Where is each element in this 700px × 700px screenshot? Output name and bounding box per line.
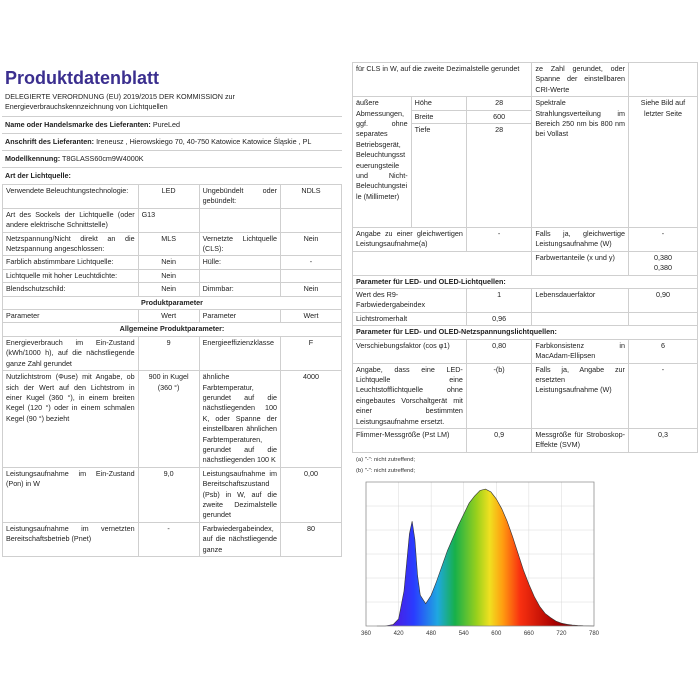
- x-tick-label: 420: [393, 631, 404, 637]
- x-tick-label: 360: [360, 631, 372, 637]
- table-row: [3, 371, 342, 468]
- cell: Flimmer-Messgröße (Pst LM): [353, 428, 467, 452]
- column-header: Wert: [280, 310, 341, 323]
- brand-value: PureLed: [152, 120, 180, 129]
- cell: [353, 251, 532, 275]
- cell: Messgröße für Stroboskop-Effekte (SVM): [532, 428, 629, 452]
- column-header: Wert: [138, 310, 199, 323]
- cell: -: [138, 522, 199, 556]
- cell: Verschiebungsfaktor (cos φ1): [353, 339, 467, 363]
- model-label: Modellkennung:: [5, 154, 61, 163]
- cell: Dimmbar:: [199, 283, 280, 296]
- x-axis: [361, 631, 600, 637]
- cell: -: [628, 228, 697, 252]
- model-value: T8GLASS60cm9W4000K: [61, 154, 144, 163]
- cell: 0,9: [466, 428, 532, 452]
- table-row: [353, 428, 698, 452]
- section-header: [353, 326, 698, 339]
- cell: 0,80: [466, 339, 532, 363]
- cell: Hülle:: [199, 256, 280, 269]
- cell: [628, 312, 697, 325]
- cell: Angabe zu einer gleichwertigen Leistungsaufnahme(a): [353, 228, 467, 252]
- cell: 6: [628, 339, 697, 363]
- cell: Energieverbrauch im Ein-Zustand (kWh/1000 h), auf die nächstliegende ganze Zahl gerundet: [3, 336, 139, 370]
- cell: LED: [138, 185, 199, 209]
- cell: -: [628, 363, 697, 428]
- cell: [199, 208, 280, 232]
- regulation-text: DELEGIERTE VERORDNUNG (EU) 2019/2015 DER KOMMISSION zur Energieverbrauchskennzeichnung von Lichtquellen: [5, 92, 235, 111]
- cell: Tiefe: [411, 124, 466, 228]
- table-row: [353, 289, 698, 313]
- table-row: [3, 467, 342, 522]
- cell: Netzspannung/Nicht direkt an die Netzspannung angeschlossen:: [3, 232, 139, 256]
- cell: Allgemeine Produktparameter:: [3, 323, 342, 336]
- cell: Nein: [280, 283, 341, 296]
- cell: [280, 208, 341, 232]
- cell: [199, 269, 280, 282]
- cell: Farbwertanteile (x und y): [532, 251, 629, 275]
- address-label: Anschrift des Lieferanten:: [5, 137, 95, 146]
- x-tick-label: 780: [588, 631, 600, 637]
- table-row: [3, 336, 342, 370]
- cell: -: [466, 228, 532, 252]
- footnotes: [356, 455, 698, 477]
- x-tick-label: 480: [426, 631, 437, 637]
- page-title: Produktdatenblatt: [5, 68, 160, 88]
- cell: Farbwiedergabeindex, auf die nächstliegende ganze: [199, 522, 280, 556]
- cell: 9: [138, 336, 199, 370]
- cell: Wert des R9-Farbwiedergabeindex: [353, 289, 467, 313]
- table-row: [3, 256, 342, 269]
- x-tick-label: 720: [556, 631, 567, 637]
- cell: Energieeffizienzklasse: [199, 336, 280, 370]
- type-line: [2, 167, 342, 184]
- cell: Produktparameter: [3, 296, 342, 309]
- table-row: [353, 339, 698, 363]
- cell: Falls ja, Angabe zur ersetzten Leistungsaufnahme (W): [532, 363, 629, 428]
- cell: 0,3: [628, 428, 697, 452]
- table-row: [3, 208, 342, 232]
- footnote-a: (a) "-": nicht zutreffend;: [356, 456, 416, 463]
- x-tick-label: 540: [458, 631, 469, 637]
- table-row: [353, 228, 698, 252]
- cell: Falls ja, gleichwertige Leistungsaufnahme (W): [532, 228, 629, 252]
- cell: für CLS in W, auf die zweite Dezimalstelle gerundet: [353, 63, 532, 97]
- address-value: Ireneusz , Hierowskiego 70, 40-750 Katowice Katowice Śląskie , PL: [96, 137, 312, 146]
- column-header: Parameter: [199, 310, 280, 323]
- x-tick-label: 600: [491, 631, 502, 637]
- cell: Parameter für LED- und OLED-Lichtquellen:: [353, 275, 698, 288]
- cell: [280, 269, 341, 282]
- column-header-row: [3, 310, 342, 323]
- cell: Leistungsaufnahme im vernetzten Bereitschaftsbetrieb (Pnet): [3, 522, 139, 556]
- right-table: [352, 62, 698, 453]
- model-line: [2, 150, 342, 167]
- footnote-b: (b) "-": nicht zutreffend;: [356, 467, 416, 474]
- cell: Breite: [411, 110, 466, 123]
- section-header: [3, 323, 342, 336]
- spectrum-chart: [352, 478, 602, 640]
- table-row: [353, 251, 698, 275]
- table-row: [353, 63, 698, 97]
- table-row: [353, 363, 698, 428]
- cell: 9,0: [138, 467, 199, 522]
- table-row: [3, 232, 342, 256]
- cell: Lichtstromerhalt: [353, 312, 467, 325]
- cell: [532, 312, 629, 325]
- cell: Höhe: [411, 97, 466, 110]
- cell: 900 in Kugel (360 °): [138, 371, 199, 468]
- cell: Angabe, dass eine LED-Lichtquelle eine Leuchtstofflichtquelle ohne eingebautes Vorschaltgerät mit einer bestimmten Leistungsaufnahme ersetzt.: [353, 363, 467, 428]
- left-table: [2, 184, 342, 557]
- cell: NDLS: [280, 185, 341, 209]
- cell: 1: [466, 289, 532, 313]
- cell: Siehe Bild auf letzter Seite: [628, 97, 697, 228]
- cell: Verwendete Beleuchtungstechnologie:: [3, 185, 139, 209]
- cell: Farbkonsistenz in MacAdam-Ellipsen: [532, 339, 629, 363]
- chromaticity-y: 0,380: [653, 263, 672, 273]
- cell: Blendschutzschild:: [3, 283, 139, 296]
- cell: Nutzlichtstrom (Φuse) mit Angabe, ob sich der Wert auf den Lichtstrom in einer Kugel (360 °), in einem breiten Kegel (120 °) oder in einem schmalen Kegel (90 °) bezieht: [3, 371, 139, 468]
- cell: -(b): [466, 363, 532, 428]
- table-row: [353, 312, 698, 325]
- brand-label: Name oder Handelsmarke des Lieferanten:: [5, 120, 151, 129]
- cell: 80: [280, 522, 341, 556]
- cell: Leistungsaufnahme im Ein-Zustand (Pon) in W: [3, 467, 139, 522]
- cell: 0,96: [466, 312, 532, 325]
- table-row: [353, 97, 698, 110]
- table-row: [3, 269, 342, 282]
- cell: Lebensdauerfaktor: [532, 289, 629, 313]
- cell: MLS: [138, 232, 199, 256]
- address-line: [2, 133, 342, 150]
- cell: Art des Sockels der Lichtquelle (oder andere elektrische Schnittstelle): [3, 208, 139, 232]
- table-row: [3, 185, 342, 209]
- cell: 28: [466, 124, 532, 228]
- cell: 0,90: [628, 289, 697, 313]
- x-tick-label: 660: [523, 631, 534, 637]
- cell: Leistungsaufnahme im Bereitschaftszustand (Psb) in W, auf die zweite Dezimalstelle gerundet: [199, 467, 280, 522]
- cell: 4000: [280, 371, 341, 468]
- table-row: [3, 522, 342, 556]
- cell: Nein: [280, 232, 341, 256]
- section-header: [353, 275, 698, 288]
- cell: Lichtquelle mit hoher Leuchtdichte:: [3, 269, 139, 282]
- cell: G13: [138, 208, 199, 232]
- cell: Nein: [138, 283, 199, 296]
- right-column: [352, 62, 698, 477]
- cell: Ungebündelt oder gebündelt:: [199, 185, 280, 209]
- table-row: [3, 283, 342, 296]
- cell: Farblich abstimmbare Lichtquelle:: [3, 256, 139, 269]
- cell: ähnliche Farbtemperatur, gerundet auf die nächstliegenden 100 K, oder Spanne der einstellbaren ähnlichen Farbtemperaturen, gerundet auf die nächstliegenden 100 K: [199, 371, 280, 468]
- cell: [628, 251, 697, 275]
- cell: Nein: [138, 269, 199, 282]
- cell: 600: [466, 110, 532, 123]
- chromaticity-x: 0,380: [653, 252, 672, 262]
- cell: Vernetzte Lichtquelle (CLS):: [199, 232, 280, 256]
- cell: F: [280, 336, 341, 370]
- cell: Nein: [138, 256, 199, 269]
- section-header: [3, 296, 342, 309]
- cell: 0,00: [280, 467, 341, 522]
- cell: [628, 63, 697, 97]
- cell: ze Zahl gerundet, oder Spanne der einstellbaren CRI-Werte: [532, 63, 629, 97]
- type-label: Art der Lichtquelle:: [5, 171, 71, 180]
- doc-header: [2, 62, 342, 557]
- cell: Spektrale Strahlungsverteilung im Bereich 250 nm bis 800 nm bei Vollast: [532, 97, 629, 228]
- brand-line: [2, 116, 342, 133]
- column-header: Parameter: [3, 310, 139, 323]
- cell: Parameter für LED- und OLED-Netzspannungslichtquellen:: [353, 326, 698, 339]
- cell: -: [280, 256, 341, 269]
- cell: 28: [466, 97, 532, 110]
- dimensions-label: äußere Abmessungen, ggf. ohne separates Betriebsgerät, Beleuchtungssteuerungsteile und Nicht-Beleuchtungsteile (Millimeter): [353, 97, 412, 228]
